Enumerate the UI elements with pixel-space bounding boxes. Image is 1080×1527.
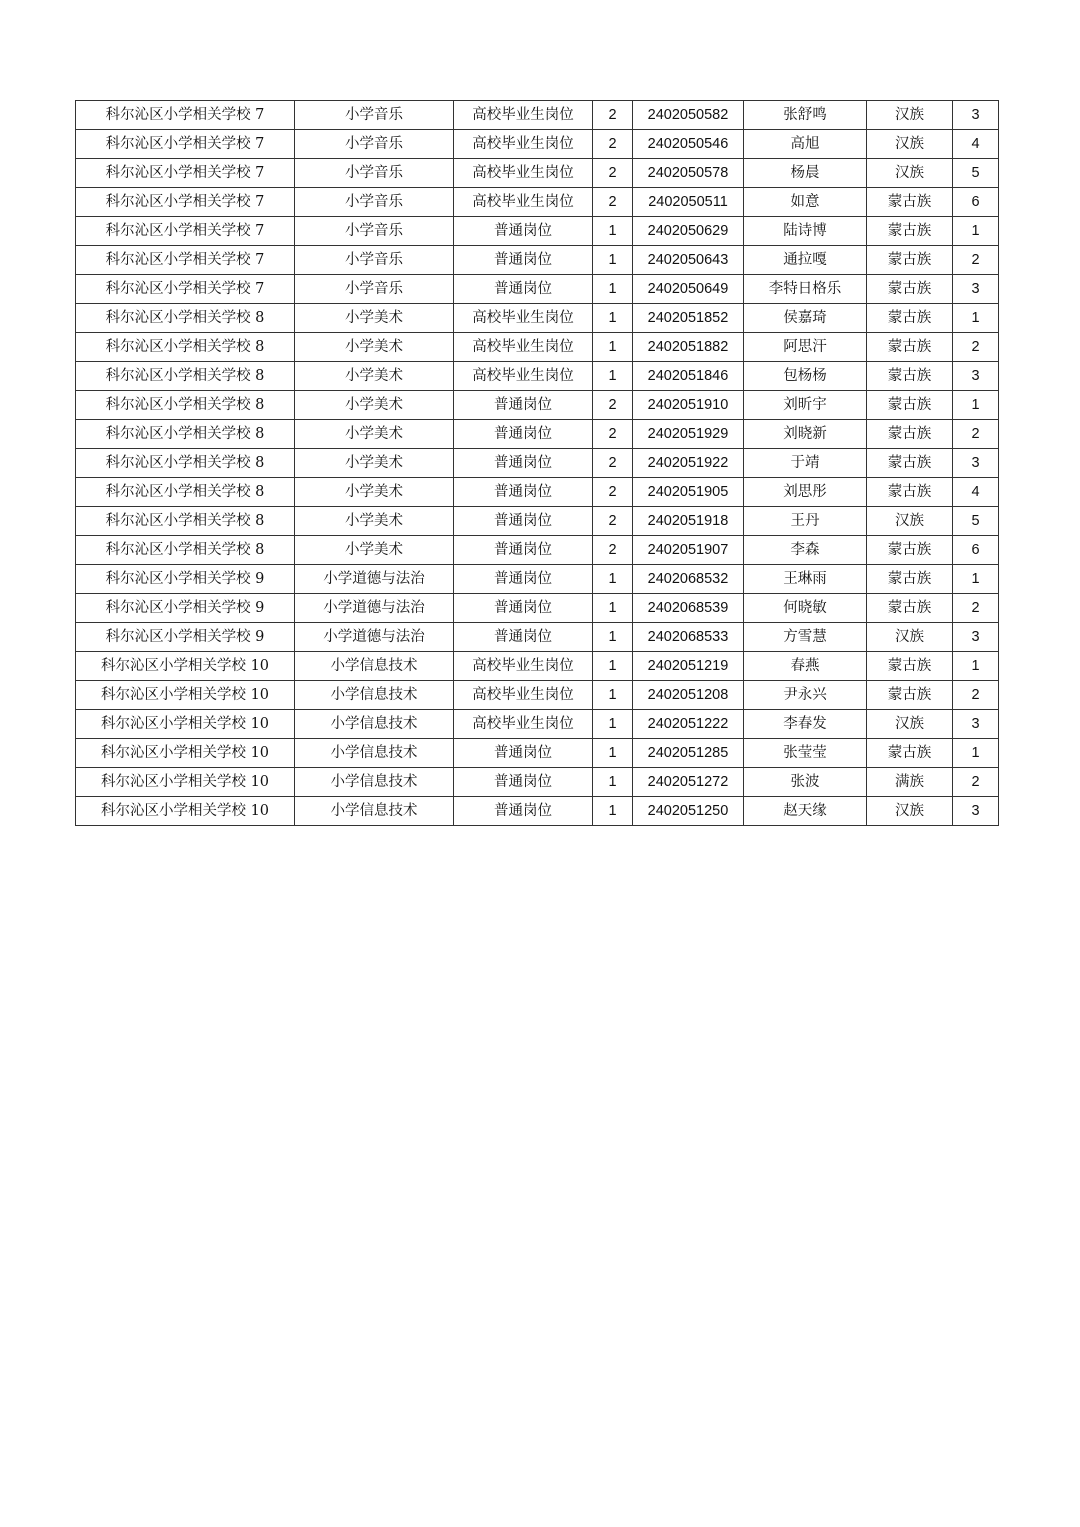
quota-cell: 1 [593, 652, 633, 681]
ethnicity-cell: 蒙古族 [867, 391, 953, 420]
ethnicity-cell: 汉族 [867, 623, 953, 652]
school-cell: 科尔沁区小学相关学校 10 [76, 652, 295, 681]
table-row [76, 333, 999, 362]
candidate-name-cell: 方雪慧 [744, 623, 867, 652]
exam-number-cell: 2402068539 [633, 594, 744, 623]
exam-number-cell: 2402051285 [633, 739, 744, 768]
candidate-name-cell: 刘昕宇 [744, 391, 867, 420]
table-row [76, 101, 999, 130]
ethnicity-cell: 蒙古族 [867, 275, 953, 304]
subject-cell: 小学美术 [295, 362, 454, 391]
candidate-name-cell: 春燕 [744, 652, 867, 681]
ethnicity-cell: 汉族 [867, 101, 953, 130]
table-row [76, 739, 999, 768]
post-type-cell: 普通岗位 [454, 420, 593, 449]
post-type-cell: 普通岗位 [454, 217, 593, 246]
rank-cell: 3 [953, 101, 999, 130]
table-row [76, 391, 999, 420]
table-row [76, 420, 999, 449]
table-row [76, 217, 999, 246]
exam-number-cell: 2402050649 [633, 275, 744, 304]
subject-cell: 小学音乐 [295, 217, 454, 246]
candidate-name-cell: 李森 [744, 536, 867, 565]
subject-cell: 小学音乐 [295, 159, 454, 188]
ethnicity-cell: 蒙古族 [867, 333, 953, 362]
table-body [76, 101, 999, 826]
rank-cell: 1 [953, 652, 999, 681]
candidate-name-cell: 李特日格乐 [744, 275, 867, 304]
ethnicity-cell: 蒙古族 [867, 652, 953, 681]
post-type-cell: 普通岗位 [454, 623, 593, 652]
school-cell: 科尔沁区小学相关学校 10 [76, 797, 295, 826]
subject-cell: 小学道德与法治 [295, 565, 454, 594]
exam-number-cell: 2402050546 [633, 130, 744, 159]
subject-cell: 小学音乐 [295, 246, 454, 275]
subject-cell: 小学音乐 [295, 101, 454, 130]
table-row [76, 362, 999, 391]
school-cell: 科尔沁区小学相关学校 8 [76, 391, 295, 420]
subject-cell: 小学信息技术 [295, 652, 454, 681]
subject-cell: 小学美术 [295, 391, 454, 420]
quota-cell: 1 [593, 217, 633, 246]
candidate-name-cell: 阿思汗 [744, 333, 867, 362]
quota-cell: 1 [593, 797, 633, 826]
exam-number-cell: 2402068533 [633, 623, 744, 652]
rank-cell: 1 [953, 565, 999, 594]
school-cell: 科尔沁区小学相关学校 9 [76, 623, 295, 652]
quota-cell: 1 [593, 681, 633, 710]
quota-cell: 1 [593, 594, 633, 623]
candidate-name-cell: 通拉嘎 [744, 246, 867, 275]
ethnicity-cell: 汉族 [867, 507, 953, 536]
candidate-name-cell: 高旭 [744, 130, 867, 159]
candidate-name-cell: 张波 [744, 768, 867, 797]
post-type-cell: 普通岗位 [454, 478, 593, 507]
ethnicity-cell: 蒙古族 [867, 594, 953, 623]
exam-number-cell: 2402051907 [633, 536, 744, 565]
school-cell: 科尔沁区小学相关学校 7 [76, 188, 295, 217]
candidate-name-cell: 赵天缘 [744, 797, 867, 826]
exam-number-cell: 2402051250 [633, 797, 744, 826]
subject-cell: 小学信息技术 [295, 681, 454, 710]
subject-cell: 小学信息技术 [295, 797, 454, 826]
school-cell: 科尔沁区小学相关学校 8 [76, 362, 295, 391]
table-row [76, 275, 999, 304]
candidate-table [75, 100, 999, 826]
rank-cell: 6 [953, 188, 999, 217]
ethnicity-cell: 蒙古族 [867, 739, 953, 768]
rank-cell: 5 [953, 507, 999, 536]
subject-cell: 小学音乐 [295, 188, 454, 217]
candidate-name-cell: 王琳雨 [744, 565, 867, 594]
rank-cell: 3 [953, 362, 999, 391]
post-type-cell: 高校毕业生岗位 [454, 652, 593, 681]
table-row [76, 623, 999, 652]
subject-cell: 小学信息技术 [295, 768, 454, 797]
exam-number-cell: 2402050582 [633, 101, 744, 130]
subject-cell: 小学信息技术 [295, 739, 454, 768]
rank-cell: 1 [953, 391, 999, 420]
post-type-cell: 高校毕业生岗位 [454, 333, 593, 362]
quota-cell: 1 [593, 275, 633, 304]
ethnicity-cell: 蒙古族 [867, 681, 953, 710]
quota-cell: 1 [593, 768, 633, 797]
subject-cell: 小学道德与法治 [295, 623, 454, 652]
table-row [76, 188, 999, 217]
table-row [76, 797, 999, 826]
rank-cell: 4 [953, 478, 999, 507]
ethnicity-cell: 蒙古族 [867, 362, 953, 391]
rank-cell: 1 [953, 304, 999, 333]
school-cell: 科尔沁区小学相关学校 7 [76, 101, 295, 130]
school-cell: 科尔沁区小学相关学校 8 [76, 304, 295, 333]
ethnicity-cell: 蒙古族 [867, 565, 953, 594]
candidate-name-cell: 何晓敏 [744, 594, 867, 623]
rank-cell: 3 [953, 449, 999, 478]
school-cell: 科尔沁区小学相关学校 7 [76, 246, 295, 275]
table-row [76, 130, 999, 159]
table-row [76, 710, 999, 739]
post-type-cell: 普通岗位 [454, 246, 593, 275]
quota-cell: 1 [593, 246, 633, 275]
ethnicity-cell: 蒙古族 [867, 246, 953, 275]
candidate-name-cell: 于靖 [744, 449, 867, 478]
exam-number-cell: 2402051846 [633, 362, 744, 391]
candidate-name-cell: 侯嘉琦 [744, 304, 867, 333]
candidate-name-cell: 陆诗博 [744, 217, 867, 246]
candidate-name-cell: 李春发 [744, 710, 867, 739]
post-type-cell: 高校毕业生岗位 [454, 710, 593, 739]
exam-number-cell: 2402051882 [633, 333, 744, 362]
exam-number-cell: 2402050578 [633, 159, 744, 188]
subject-cell: 小学美术 [295, 449, 454, 478]
post-type-cell: 普通岗位 [454, 507, 593, 536]
school-cell: 科尔沁区小学相关学校 8 [76, 449, 295, 478]
exam-number-cell: 2402051852 [633, 304, 744, 333]
table-row [76, 536, 999, 565]
exam-number-cell: 2402050629 [633, 217, 744, 246]
subject-cell: 小学美术 [295, 304, 454, 333]
table-row [76, 449, 999, 478]
post-type-cell: 高校毕业生岗位 [454, 681, 593, 710]
rank-cell: 3 [953, 710, 999, 739]
ethnicity-cell: 满族 [867, 768, 953, 797]
ethnicity-cell: 汉族 [867, 159, 953, 188]
table-row [76, 159, 999, 188]
quota-cell: 1 [593, 362, 633, 391]
quota-cell: 1 [593, 710, 633, 739]
rank-cell: 2 [953, 768, 999, 797]
table-row [76, 768, 999, 797]
subject-cell: 小学美术 [295, 478, 454, 507]
school-cell: 科尔沁区小学相关学校 7 [76, 130, 295, 159]
post-type-cell: 普通岗位 [454, 565, 593, 594]
candidate-name-cell: 如意 [744, 188, 867, 217]
post-type-cell: 普通岗位 [454, 275, 593, 304]
ethnicity-cell: 汉族 [867, 797, 953, 826]
subject-cell: 小学美术 [295, 333, 454, 362]
school-cell: 科尔沁区小学相关学校 10 [76, 739, 295, 768]
post-type-cell: 普通岗位 [454, 449, 593, 478]
subject-cell: 小学音乐 [295, 275, 454, 304]
school-cell: 科尔沁区小学相关学校 7 [76, 217, 295, 246]
post-type-cell: 高校毕业生岗位 [454, 188, 593, 217]
school-cell: 科尔沁区小学相关学校 8 [76, 333, 295, 362]
rank-cell: 1 [953, 217, 999, 246]
school-cell: 科尔沁区小学相关学校 7 [76, 159, 295, 188]
subject-cell: 小学道德与法治 [295, 594, 454, 623]
school-cell: 科尔沁区小学相关学校 7 [76, 275, 295, 304]
post-type-cell: 高校毕业生岗位 [454, 362, 593, 391]
post-type-cell: 普通岗位 [454, 739, 593, 768]
ethnicity-cell: 汉族 [867, 710, 953, 739]
table-row [76, 246, 999, 275]
subject-cell: 小学美术 [295, 507, 454, 536]
quota-cell: 2 [593, 507, 633, 536]
quota-cell: 2 [593, 478, 633, 507]
exam-number-cell: 2402051910 [633, 391, 744, 420]
candidate-name-cell: 尹永兴 [744, 681, 867, 710]
post-type-cell: 普通岗位 [454, 768, 593, 797]
table-row [76, 304, 999, 333]
table-row [76, 507, 999, 536]
ethnicity-cell: 蒙古族 [867, 420, 953, 449]
ethnicity-cell: 蒙古族 [867, 217, 953, 246]
rank-cell: 2 [953, 594, 999, 623]
quota-cell: 2 [593, 188, 633, 217]
subject-cell: 小学美术 [295, 420, 454, 449]
table-row [76, 681, 999, 710]
table-row [76, 478, 999, 507]
school-cell: 科尔沁区小学相关学校 8 [76, 536, 295, 565]
candidate-name-cell: 张莹莹 [744, 739, 867, 768]
ethnicity-cell: 蒙古族 [867, 478, 953, 507]
quota-cell: 2 [593, 159, 633, 188]
school-cell: 科尔沁区小学相关学校 8 [76, 420, 295, 449]
quota-cell: 1 [593, 304, 633, 333]
rank-cell: 2 [953, 681, 999, 710]
school-cell: 科尔沁区小学相关学校 9 [76, 565, 295, 594]
subject-cell: 小学音乐 [295, 130, 454, 159]
school-cell: 科尔沁区小学相关学校 10 [76, 710, 295, 739]
rank-cell: 6 [953, 536, 999, 565]
exam-number-cell: 2402051929 [633, 420, 744, 449]
ethnicity-cell: 蒙古族 [867, 188, 953, 217]
school-cell: 科尔沁区小学相关学校 9 [76, 594, 295, 623]
table-row [76, 594, 999, 623]
candidate-name-cell: 包杨杨 [744, 362, 867, 391]
quota-cell: 2 [593, 130, 633, 159]
table-row [76, 652, 999, 681]
candidate-name-cell: 张舒鸣 [744, 101, 867, 130]
rank-cell: 4 [953, 130, 999, 159]
quota-cell: 1 [593, 739, 633, 768]
table-row [76, 565, 999, 594]
rank-cell: 2 [953, 246, 999, 275]
exam-number-cell: 2402051219 [633, 652, 744, 681]
post-type-cell: 高校毕业生岗位 [454, 130, 593, 159]
school-cell: 科尔沁区小学相关学校 8 [76, 478, 295, 507]
post-type-cell: 普通岗位 [454, 797, 593, 826]
school-cell: 科尔沁区小学相关学校 10 [76, 681, 295, 710]
post-type-cell: 普通岗位 [454, 391, 593, 420]
post-type-cell: 高校毕业生岗位 [454, 101, 593, 130]
rank-cell: 5 [953, 159, 999, 188]
ethnicity-cell: 汉族 [867, 130, 953, 159]
rank-cell: 1 [953, 739, 999, 768]
rank-cell: 3 [953, 275, 999, 304]
quota-cell: 1 [593, 333, 633, 362]
exam-number-cell: 2402068532 [633, 565, 744, 594]
quota-cell: 2 [593, 391, 633, 420]
exam-number-cell: 2402051918 [633, 507, 744, 536]
exam-number-cell: 2402051922 [633, 449, 744, 478]
candidate-name-cell: 刘晓新 [744, 420, 867, 449]
candidate-name-cell: 杨晨 [744, 159, 867, 188]
exam-number-cell: 2402050643 [633, 246, 744, 275]
exam-number-cell: 2402050511 [633, 188, 744, 217]
ethnicity-cell: 蒙古族 [867, 536, 953, 565]
ethnicity-cell: 蒙古族 [867, 449, 953, 478]
school-cell: 科尔沁区小学相关学校 8 [76, 507, 295, 536]
quota-cell: 1 [593, 565, 633, 594]
post-type-cell: 普通岗位 [454, 536, 593, 565]
quota-cell: 1 [593, 623, 633, 652]
exam-number-cell: 2402051905 [633, 478, 744, 507]
exam-number-cell: 2402051272 [633, 768, 744, 797]
quota-cell: 2 [593, 101, 633, 130]
candidate-name-cell: 王丹 [744, 507, 867, 536]
quota-cell: 2 [593, 420, 633, 449]
school-cell: 科尔沁区小学相关学校 10 [76, 768, 295, 797]
rank-cell: 2 [953, 420, 999, 449]
ethnicity-cell: 蒙古族 [867, 304, 953, 333]
post-type-cell: 高校毕业生岗位 [454, 304, 593, 333]
quota-cell: 2 [593, 536, 633, 565]
quota-cell: 2 [593, 449, 633, 478]
exam-number-cell: 2402051208 [633, 681, 744, 710]
post-type-cell: 普通岗位 [454, 594, 593, 623]
post-type-cell: 高校毕业生岗位 [454, 159, 593, 188]
rank-cell: 3 [953, 623, 999, 652]
rank-cell: 3 [953, 797, 999, 826]
subject-cell: 小学信息技术 [295, 710, 454, 739]
candidate-name-cell: 刘思彤 [744, 478, 867, 507]
rank-cell: 2 [953, 333, 999, 362]
exam-number-cell: 2402051222 [633, 710, 744, 739]
subject-cell: 小学美术 [295, 536, 454, 565]
